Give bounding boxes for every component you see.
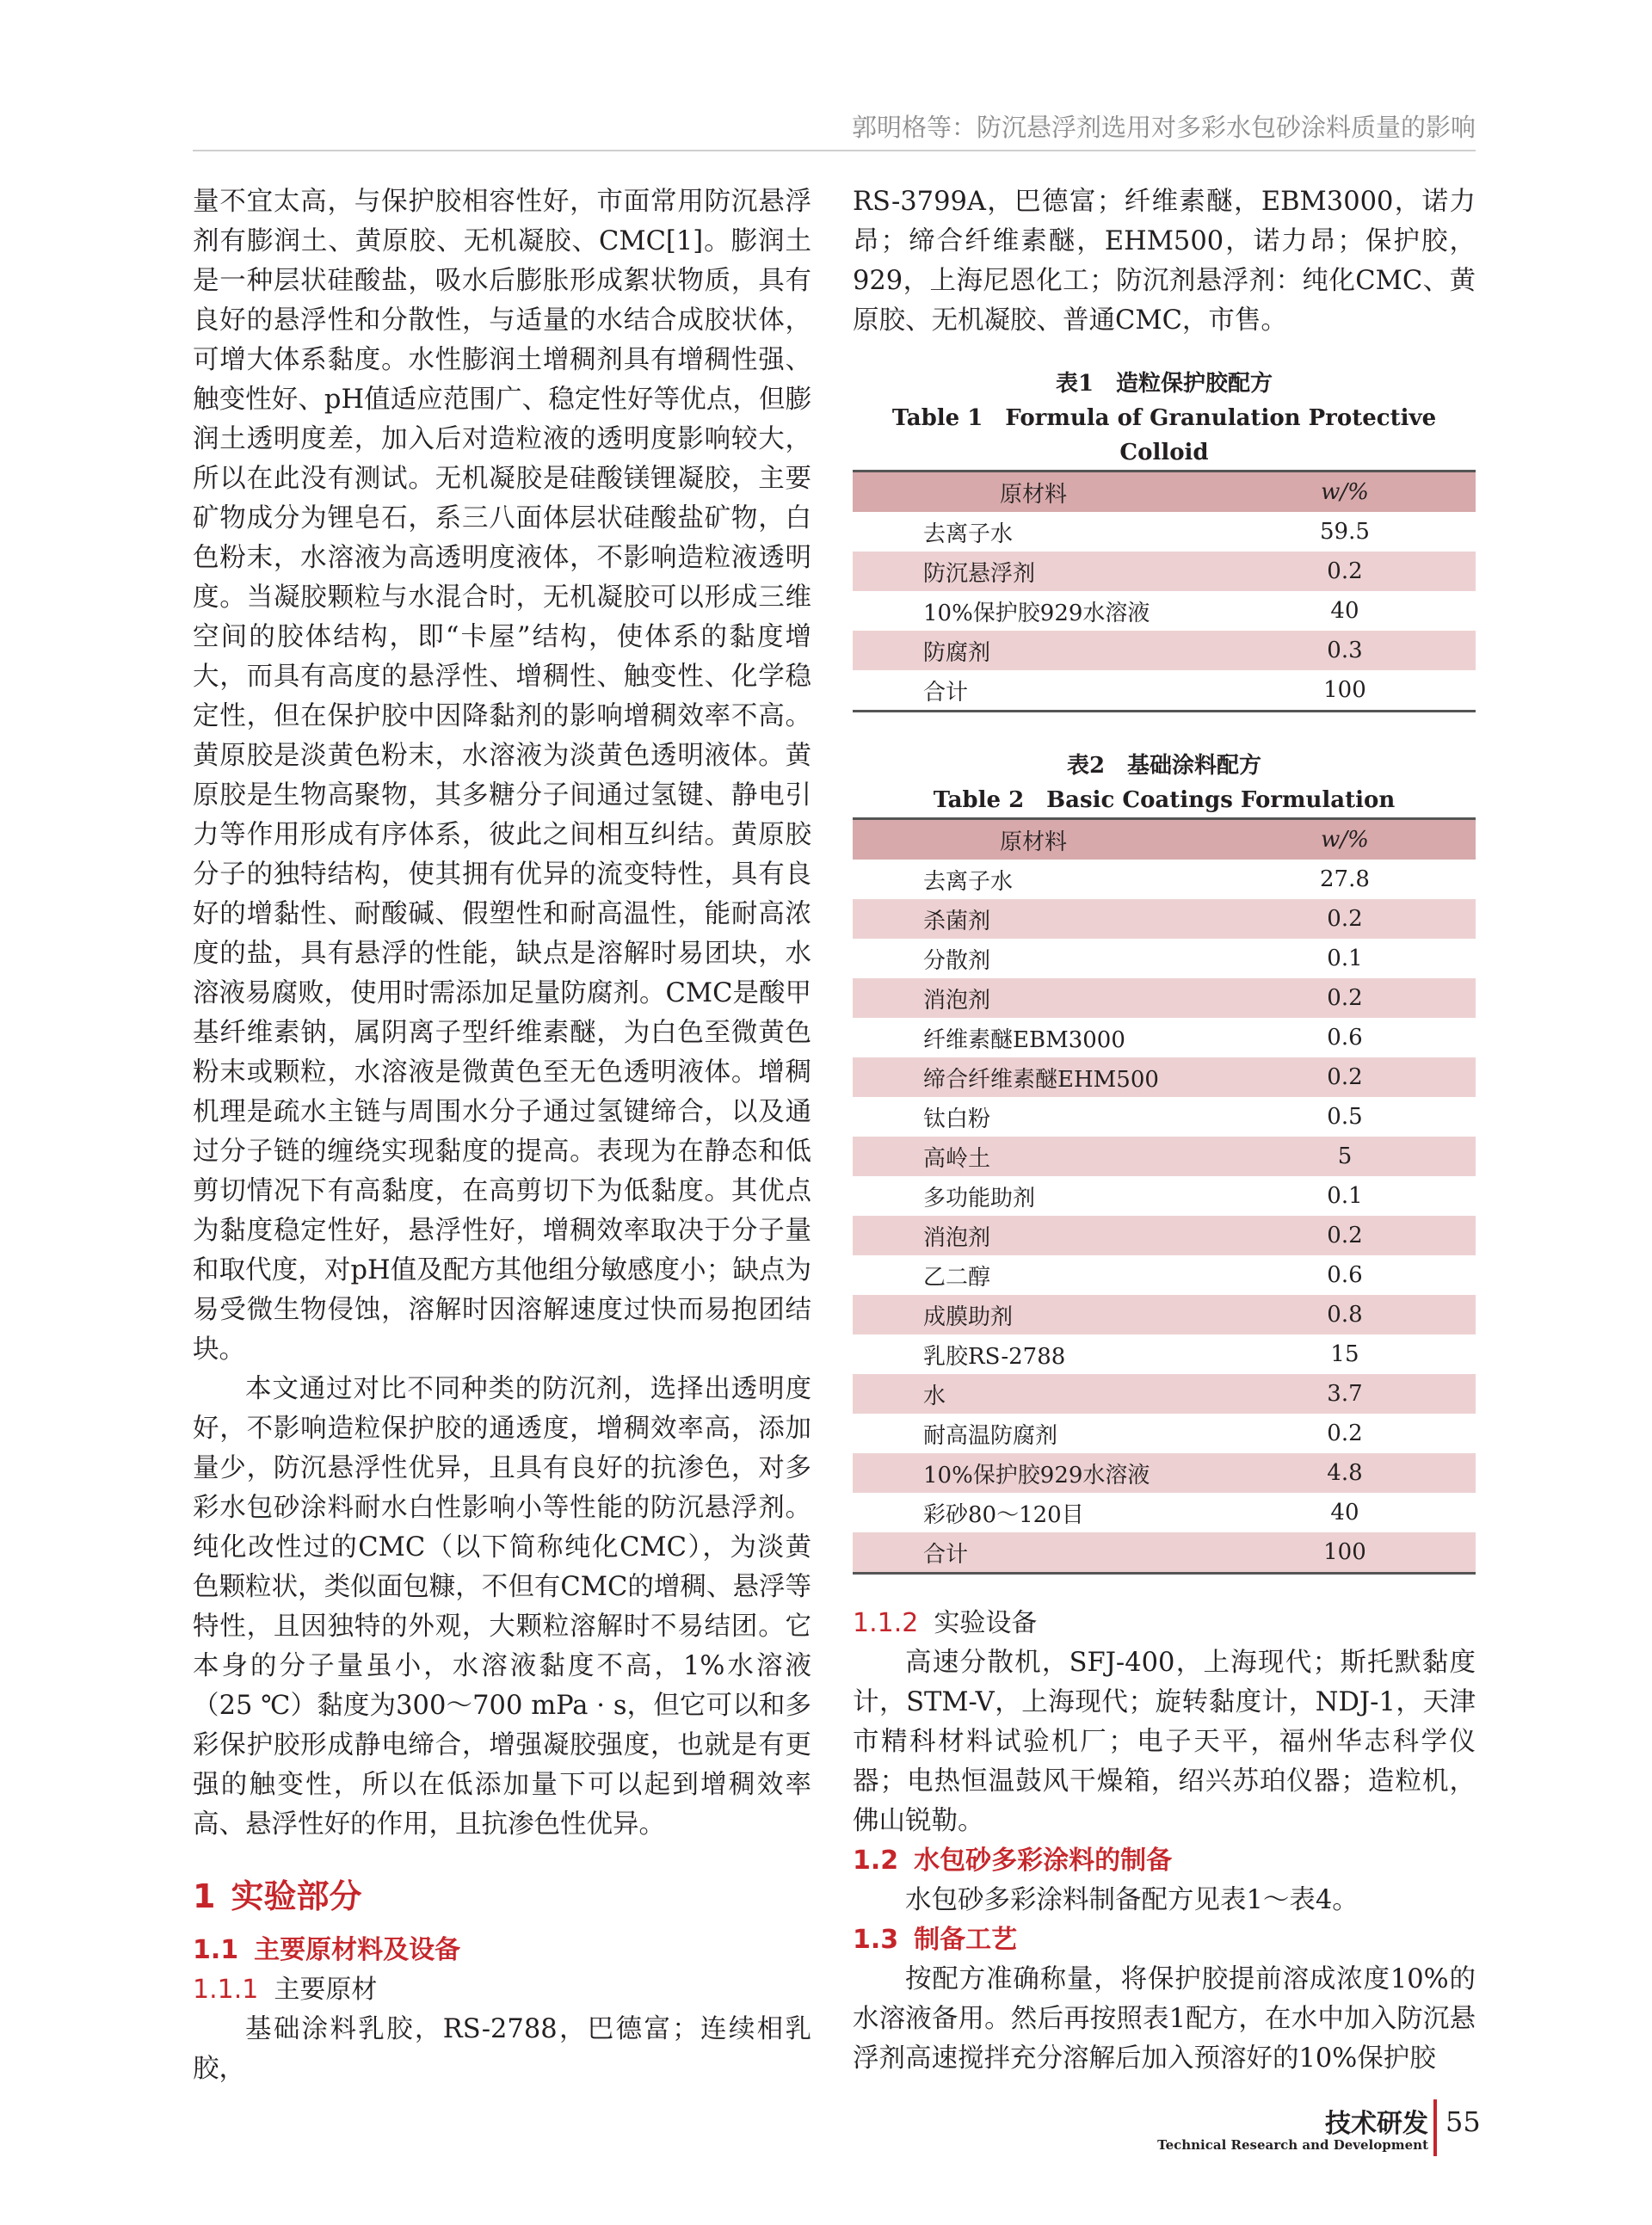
subsection-heading bbox=[853, 1920, 1476, 1960]
table-row bbox=[853, 631, 1476, 670]
footer-section-subtitle: Technical Research and Development bbox=[1157, 2137, 1428, 2153]
mass-fraction-cell: 5 bbox=[1214, 1137, 1476, 1176]
material-name-cell: 防腐剂 bbox=[853, 631, 1214, 670]
mass-fraction-cell: 100 bbox=[1214, 1532, 1476, 1574]
mass-fraction-cell: 0.5 bbox=[1327, 1104, 1363, 1130]
material-name-cell: 去离子水 bbox=[923, 868, 1014, 895]
mass-fraction-cell: 0.3 bbox=[1214, 631, 1476, 670]
table-caption-cn: 表2 基础涂料配方 bbox=[1066, 753, 1262, 779]
mass-fraction-cell: 40 bbox=[1330, 598, 1359, 624]
subsection-title: 主要原材料及设备 bbox=[254, 1935, 461, 1965]
table-caption-en: Table 1 Formula of Granulation Protective Colloid bbox=[891, 405, 1437, 465]
left-column bbox=[193, 182, 811, 2089]
subsubsection-number: 1.1.1 bbox=[193, 1975, 259, 2005]
subsubsection-title: 主要原材 bbox=[274, 1975, 378, 2005]
column-header: w/% bbox=[1214, 819, 1476, 860]
table-row bbox=[853, 1057, 1476, 1097]
table-row bbox=[853, 1453, 1476, 1493]
subsubsection-title: 实验设备 bbox=[934, 1608, 1038, 1638]
subsection-number: 1.2 bbox=[853, 1846, 899, 1876]
mass-fraction-cell: 59.5 bbox=[1320, 519, 1370, 545]
table-row bbox=[853, 591, 1476, 631]
table-row bbox=[853, 1176, 1476, 1216]
table-row bbox=[853, 1493, 1476, 1532]
mass-fraction-cell: 0.1 bbox=[1327, 946, 1363, 971]
section-heading bbox=[193, 1874, 811, 1919]
material-name-cell: 去离子水 bbox=[923, 521, 1014, 547]
mass-fraction-cell: 40 bbox=[1330, 1500, 1359, 1525]
section-title: 实验部分 bbox=[231, 1877, 362, 1915]
mass-fraction-cell: 0.2 bbox=[1214, 552, 1476, 591]
table-row bbox=[853, 1414, 1476, 1453]
table-row bbox=[853, 1295, 1476, 1334]
body-paragraph: 按配方准确称量，将保护胶提前溶成浓度10%的水溶液备用。然后再按照表1配方，在水中加入防沉悬浮剂高速搅拌充分溶解后加入预溶好的10%保护胶 bbox=[853, 1964, 1476, 2074]
material-name-cell: 消泡剂 bbox=[853, 1216, 1214, 1255]
material-name-cell: 杀菌剂 bbox=[853, 899, 1214, 939]
table-row bbox=[853, 939, 1476, 978]
table-row bbox=[853, 552, 1476, 591]
material-name-cell: 水 bbox=[853, 1374, 1214, 1414]
table-row bbox=[853, 860, 1476, 899]
mass-fraction-cell: 4.8 bbox=[1214, 1453, 1476, 1493]
material-name-cell: 10%保护胶929水溶液 bbox=[923, 600, 1150, 626]
mass-fraction-cell: 0.8 bbox=[1214, 1295, 1476, 1334]
body-paragraph: 基础涂料乳胶，RS-2788，巴德富；连续相乳胶， bbox=[193, 2014, 811, 2084]
material-name-cell: 多功能助剂 bbox=[923, 1185, 1036, 1211]
subsubsection-heading bbox=[853, 1604, 1476, 1643]
material-name-cell: 乳胶RS-2788 bbox=[923, 1343, 1066, 1370]
header-rule bbox=[193, 150, 1476, 151]
mass-fraction-cell: 100 bbox=[1214, 670, 1476, 712]
subsection-heading bbox=[193, 1931, 811, 1970]
mass-fraction-cell: 27.8 bbox=[1320, 866, 1370, 892]
table-row bbox=[853, 1097, 1476, 1137]
table-row bbox=[853, 978, 1476, 1018]
mass-fraction-cell: 0.2 bbox=[1214, 1216, 1476, 1255]
mass-fraction-cell: 0.2 bbox=[1214, 899, 1476, 939]
material-name-cell: 彩砂80～120目 bbox=[923, 1501, 1084, 1528]
subsection-number: 1.1 bbox=[193, 1935, 239, 1965]
table-body bbox=[853, 860, 1476, 1574]
table-row bbox=[853, 512, 1476, 552]
mass-fraction-cell: 15 bbox=[1330, 1341, 1359, 1367]
material-name-cell: 消泡剂 bbox=[853, 978, 1214, 1018]
mass-fraction-cell: 0.1 bbox=[1327, 1183, 1363, 1209]
table-row bbox=[853, 1255, 1476, 1295]
section-number: 1 bbox=[193, 1877, 216, 1915]
table-header-row bbox=[853, 472, 1476, 513]
table-row bbox=[853, 899, 1476, 939]
body-paragraph: 量不宜太高，与保护胶相容性好，市面常用防沉悬浮剂有膨润土、黄原胶、无机凝胶、CMC[1]。膨润土是一种层状硅酸盐，吸水后膨胀形成絮状物质，具有良好的悬浮性和分散性，与适量的水结合成胶状体，可增大体系黏度。水性膨润土增稠剂具有增稠性强、触变性好、pH值适应范围广、稳定性好等优点，但膨润土透明度差，加入后对造粒液的透明度影响较大，所以在此没有测试。无机凝胶是硅酸镁锂凝胶，主要矿物成分为锂皂石，系三八面体层状硅酸盐矿物，白色粉末，水溶液为高透明度液体，不影响造粒液透明度。当凝胶颗粒与水混合时，无机凝胶可以形成三维空间的胶体结构，即“卡屋”结构，使体系的黏度增大，而具有高度的悬浮性、增稠性、触变性、化学稳定性，但在保护胶中因降黏剂的影响增稠效率不高。黄原胶是淡黄色粉末，水溶液为淡黄色透明液体。黄原胶是生物高聚物，其多糖分子间通过氢键、静电引力等作用形成有序体系，彼此之间相互纠结。黄原胶分子的独特结构，使其拥有优异的流变特性，具有良好的增黏性、耐酸碱、假塑性和耐高温性，能耐高浓度的盐，具有悬浮的性能，缺点是溶解时易团块，水溶液易腐败，使用时需添加足量防腐剂。CMC是酸甲基纤维素钠，属阴离子型纤维素醚，为白色至微黄色粉末或颗粒，水溶液是微黄色至无色透明液体。增稠机理是疏水主链与周围水分子通过氢键缔合，以及通过分子链的缠绕实现黏度的提高。表现为在静态和低剪切情况下有高黏度，在高剪切下为低黏度。其优点为黏度稳定性好，悬浮性好，增稠效率取决于分子量和取代度，对pH值及配方其他组分敏感度小；缺点为易受微生物侵蚀，溶解时因溶解速度过快而易抱团结块。 bbox=[193, 187, 811, 1365]
subsection-title: 制备工艺 bbox=[914, 1925, 1018, 1955]
body-paragraph: 高速分散机，SFJ-400，上海现代；斯托默黏度计，STM-V，上海现代；旋转黏度计，NDJ-1，天津市精科材料试验机厂；电子天平，福州华志科学仪器；电热恒温鼓风干燥箱，绍兴苏珀仪器；造粒机，佛山锐勒。 bbox=[853, 1648, 1476, 1836]
subsection-heading bbox=[853, 1841, 1476, 1881]
body-paragraph: 本文通过对比不同种类的防沉剂，选择出透明度好，不影响造粒保护胶的通透度，增稠效率高，添加量少，防沉悬浮性优异，且具有良好的抗渗色，对多彩水包砂涂料耐水白性影响小等性能的防沉悬浮剂。纯化改性过的CMC（以下简称纯化CMC），为淡黄色颗粒状，类似面包糠，不但有CMC的增稠、悬浮等特性，且因独特的外观，大颗粒溶解时不易结团。它本身的分子量虽小，水溶液黏度不高，1%水溶液（25 ℃）黏度为300～700 mPa · s，但它可以和多彩保护胶形成静电缔合，增强凝胶强度，也就是有更强的触变性，所以在低添加量下可以起到增稠效率高、悬浮性好的作用，且抗渗色性优异。 bbox=[193, 1374, 811, 1840]
running-title: 郭明格等：防沉悬浮剂选用对多彩水包砂涂料质量的影响 bbox=[851, 113, 1476, 142]
table-row bbox=[853, 1018, 1476, 1057]
material-name-cell: 合计 bbox=[853, 1532, 1214, 1574]
subsubsection-heading bbox=[193, 1970, 811, 2010]
mass-fraction-cell: 0.2 bbox=[1214, 978, 1476, 1018]
mass-fraction-cell: 0.6 bbox=[1327, 1262, 1363, 1288]
mass-fraction-cell: 3.7 bbox=[1214, 1374, 1476, 1414]
table-caption-en: Table 2 Basic Coatings Formulation bbox=[933, 787, 1396, 813]
subsubsection-number: 1.1.2 bbox=[853, 1608, 919, 1638]
column-header: 原材料 bbox=[853, 472, 1214, 513]
material-name-cell: 乙二醇 bbox=[923, 1264, 991, 1291]
mass-fraction-cell: 0.2 bbox=[1327, 1421, 1363, 1446]
material-name-cell: 缔合纤维素醚EHM500 bbox=[853, 1057, 1214, 1097]
column-header: w/% bbox=[1214, 472, 1476, 513]
mass-fraction-cell: 0.6 bbox=[1327, 1025, 1363, 1051]
material-name-cell: 分散剂 bbox=[923, 947, 991, 974]
subsection-number: 1.3 bbox=[853, 1925, 899, 1955]
table-row bbox=[853, 670, 1476, 712]
subsection-title: 水包砂多彩涂料的制备 bbox=[914, 1846, 1173, 1876]
material-name-cell: 钛白粉 bbox=[923, 1106, 991, 1132]
material-name-cell: 耐高温防腐剂 bbox=[923, 1422, 1058, 1449]
mass-fraction-cell: 0.2 bbox=[1214, 1057, 1476, 1097]
table-header-row bbox=[853, 819, 1476, 860]
table-row bbox=[853, 1216, 1476, 1255]
page-number: 55 bbox=[1446, 2105, 1481, 2138]
material-name-cell: 合计 bbox=[853, 670, 1214, 712]
footer-section-title: 技术研发 bbox=[1325, 2109, 1428, 2139]
material-name-cell: 成膜助剂 bbox=[853, 1295, 1214, 1334]
footer-divider bbox=[1433, 2099, 1437, 2156]
material-name-cell: 高岭土 bbox=[853, 1137, 1214, 1176]
table-granulation-colloid bbox=[853, 470, 1476, 712]
material-name-cell: 纤维素醚EBM3000 bbox=[923, 1026, 1125, 1053]
body-paragraph: 水包砂多彩涂料制备配方见表1～表4。 bbox=[905, 1885, 1359, 1915]
right-column bbox=[853, 182, 1476, 2079]
table-row bbox=[853, 1137, 1476, 1176]
body-paragraph: RS-3799A，巴德富；纤维素醚，EBM3000，诺力昂；缔合纤维素醚，EHM500，诺力昂；保护胶，929，上海尼恩化工；防沉剂悬浮剂：纯化CMC、黄原胶、无机凝胶、普通CMC，市售。 bbox=[853, 187, 1476, 336]
table-body bbox=[853, 512, 1476, 712]
table-row bbox=[853, 1334, 1476, 1374]
column-header: 原材料 bbox=[853, 819, 1214, 860]
material-name-cell: 10%保护胶929水溶液 bbox=[853, 1453, 1214, 1493]
material-name-cell: 防沉悬浮剂 bbox=[853, 552, 1214, 591]
table-row bbox=[853, 1532, 1476, 1574]
table-row bbox=[853, 1374, 1476, 1414]
table-basic-coatings bbox=[853, 817, 1476, 1575]
table-caption-cn: 表1 造粒保护胶配方 bbox=[1055, 371, 1273, 397]
